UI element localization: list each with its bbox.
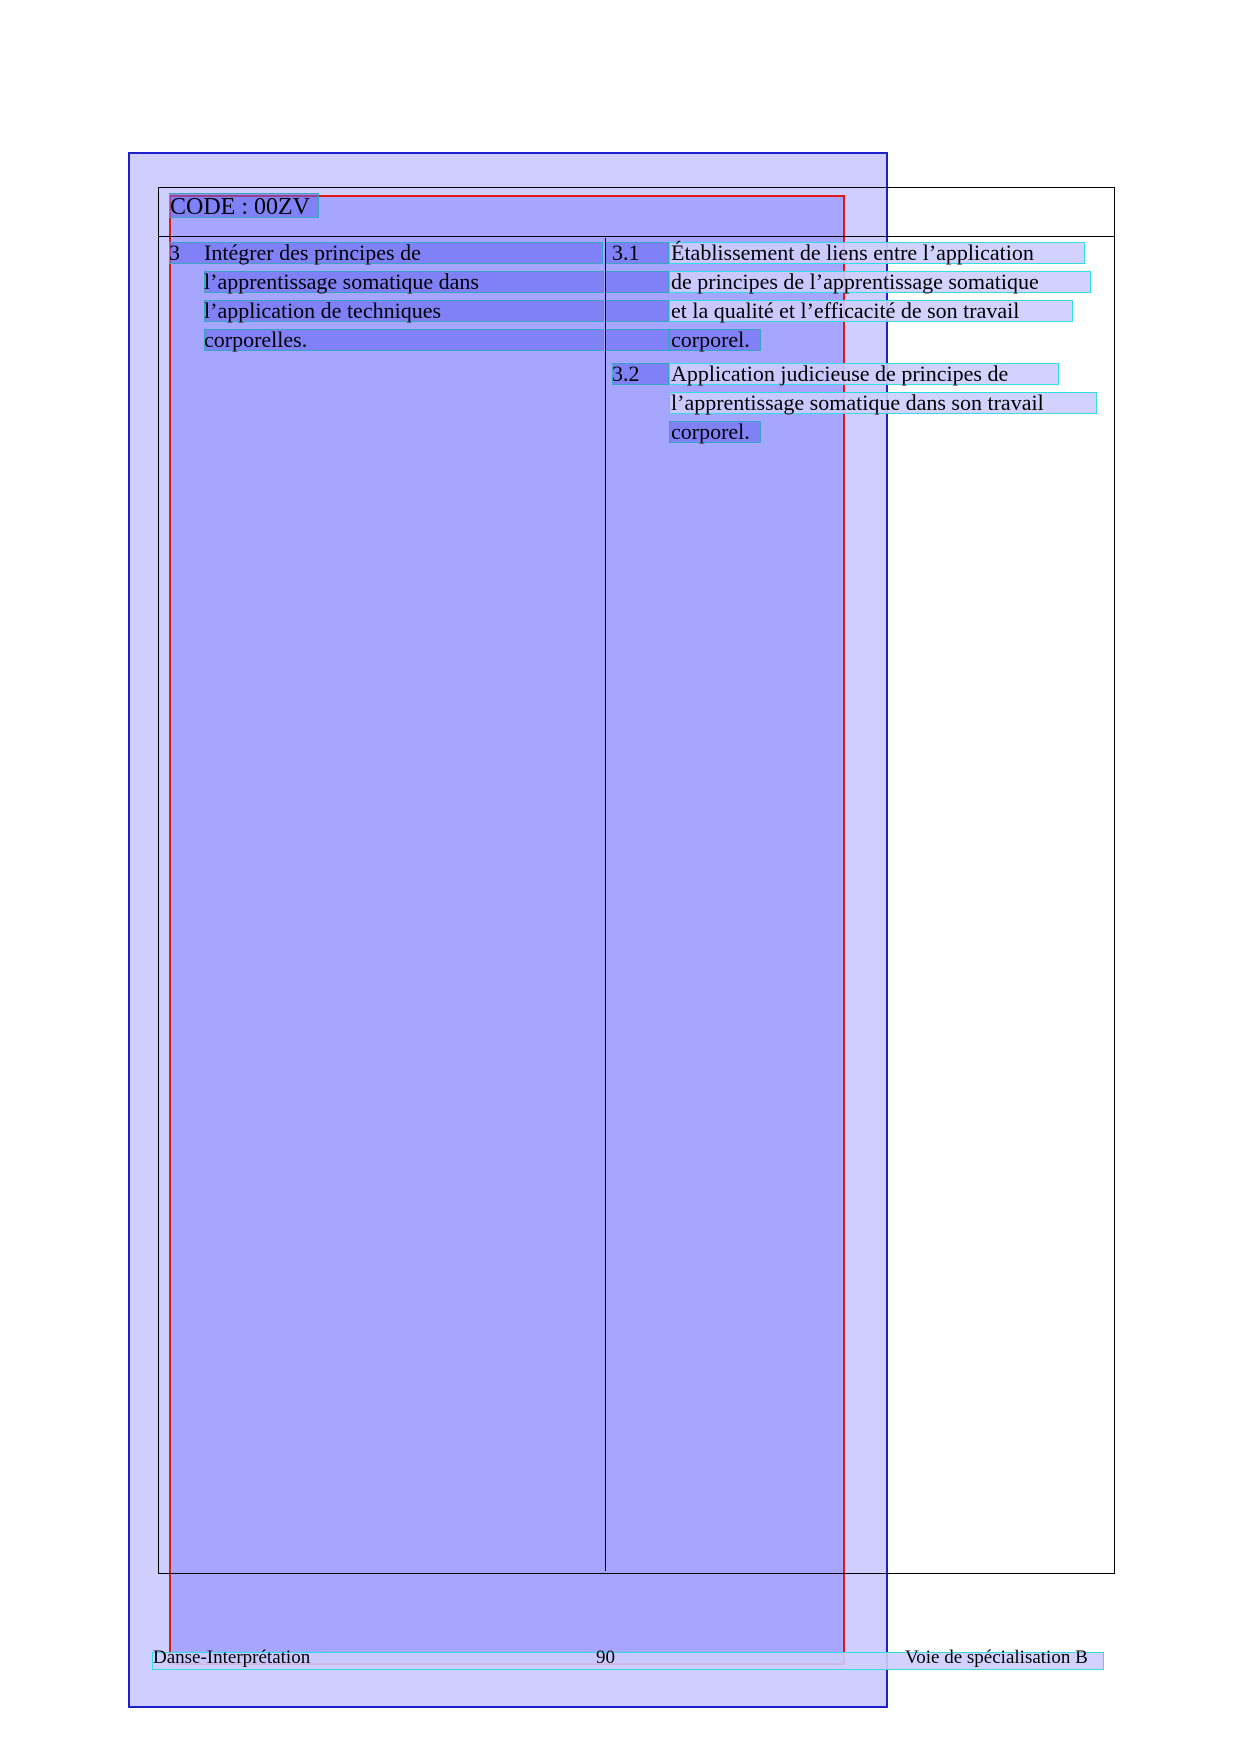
competency-number: 3 [169, 240, 180, 265]
table-column-divider [605, 238, 606, 1571]
competency-line: corporelles. [204, 327, 308, 352]
criterion-line: l’apprentissage somatique dans son travail [671, 390, 1044, 415]
code-label [170, 192, 310, 222]
competency-line: l’apprentissage somatique dans [204, 269, 479, 294]
criterion-number: 3.1 [612, 240, 640, 265]
criterion-line: Application judicieuse de principes de [671, 361, 1009, 386]
table-header-divider [158, 236, 1115, 237]
competency-line: Intégrer des principes de [204, 240, 421, 265]
footer-track: Voie de spécialisation B [905, 1647, 1088, 1668]
criterion-number: 3.2 [612, 361, 640, 386]
criterion-line: de principes de l’apprentissage somatique [671, 269, 1039, 294]
criterion-line: corporel. [671, 419, 750, 444]
code-value: 00ZV [254, 194, 310, 220]
footer-program: Danse-Interprétation [153, 1647, 311, 1668]
criterion-line: corporel. [671, 327, 750, 352]
code-label-text: CODE : [170, 194, 248, 220]
competency-line: l’application de techniques [204, 298, 442, 323]
footer-page-number: 90 [596, 1647, 615, 1668]
criterion-line: et la qualité et l’efficacité de son travail [671, 298, 1020, 323]
criterion-line: Établissement de liens entre l’application [671, 240, 1034, 265]
